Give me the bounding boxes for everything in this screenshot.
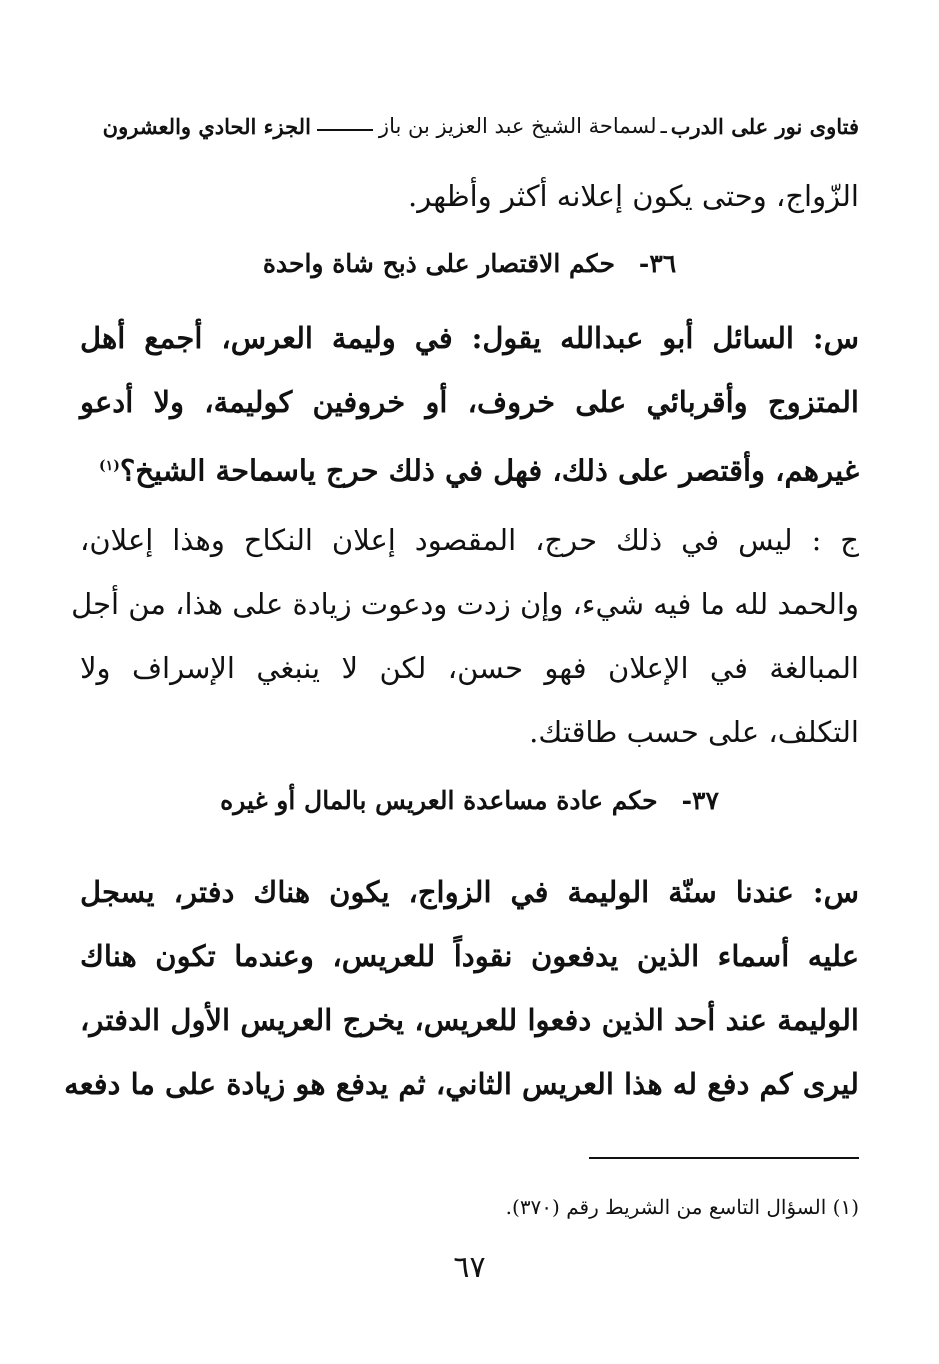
q36-question-line-3	[80, 446, 859, 491]
header-author: لسماحة الشيخ عبد العزيز بن باز	[378, 114, 657, 138]
intro-line: الزّواج، وحتى يكون إعلانه أكثر وأظهر.	[408, 179, 859, 213]
header-book-title: فتاوى نور على الدرب	[670, 113, 859, 139]
heading-36-title: حكم الاقتصار على ذبح شاة واحدة	[262, 249, 615, 278]
heading-37-title: حكم عادة مساعدة العريس بالمال أو غيره	[220, 786, 658, 815]
q36-answer-line-2: والحمد لله ما فيه شيء، وإن زدت ودعوت زيادة على هذا، من أجل	[71, 587, 859, 621]
heading-37-number: ٣٧-	[681, 786, 719, 815]
q36-answer-line-1: ج : ليس في ذلك حرج، المقصود إعلان النكاح وهذا إعلان،	[80, 523, 859, 557]
q37-question-line-1: س: عندنا سنّة الوليمة في الزواج، يكون هناك دفتر، يسجل	[80, 875, 859, 909]
q37-question-line-2: عليه أسماء الذين يدفعون نقوداً للعريس، وعندما تكون هناك	[80, 939, 859, 973]
q36-question-line-2: المتزوج وأقربائي على خروف، أو خروفين كوليمة، ولا أدعو	[80, 385, 859, 419]
q36-answer-line-4: التكلف، على حسب طاقتك.	[529, 715, 859, 749]
header-volume: الجزء الحادي والعشرون	[102, 113, 311, 139]
q36-question-line-1: س: السائل أبو عبدالله يقول: في وليمة العرس، أجمع أهل	[80, 321, 859, 355]
section-heading-37	[80, 783, 859, 819]
footnote-reference: (١)	[99, 458, 120, 474]
header-rule	[317, 129, 373, 131]
running-header	[80, 108, 859, 144]
heading-36-number: ٣٦-	[638, 249, 677, 278]
footnote-text: (١) السؤال التاسع من الشريط رقم (٣٧٠).	[505, 1195, 859, 1219]
q36-answer-line-3: المبالغة في الإعلان فهو حسن، لكن لا ينبغي الإسراف ولا	[80, 651, 859, 685]
section-heading-36	[80, 246, 859, 282]
footnote-separator	[589, 1157, 859, 1159]
header-separator: ـ	[660, 114, 667, 138]
q37-question-line-3: الوليمة عند أحد الذين دفعوا للعريس، يخرج العريس الأول الدفتر،	[80, 1003, 859, 1037]
q36-question-line-3-text: غيرهم، وأقتصر على ذلك، فهل في ذلك حرج ياسماحة الشيخ؟	[119, 453, 859, 488]
q37-question-line-4: ليرى كم دفع له هذا العريس الثاني، ثم يدفع هو زيادة على ما دفعه	[64, 1067, 859, 1101]
page-number: ٦٧	[453, 1250, 486, 1285]
